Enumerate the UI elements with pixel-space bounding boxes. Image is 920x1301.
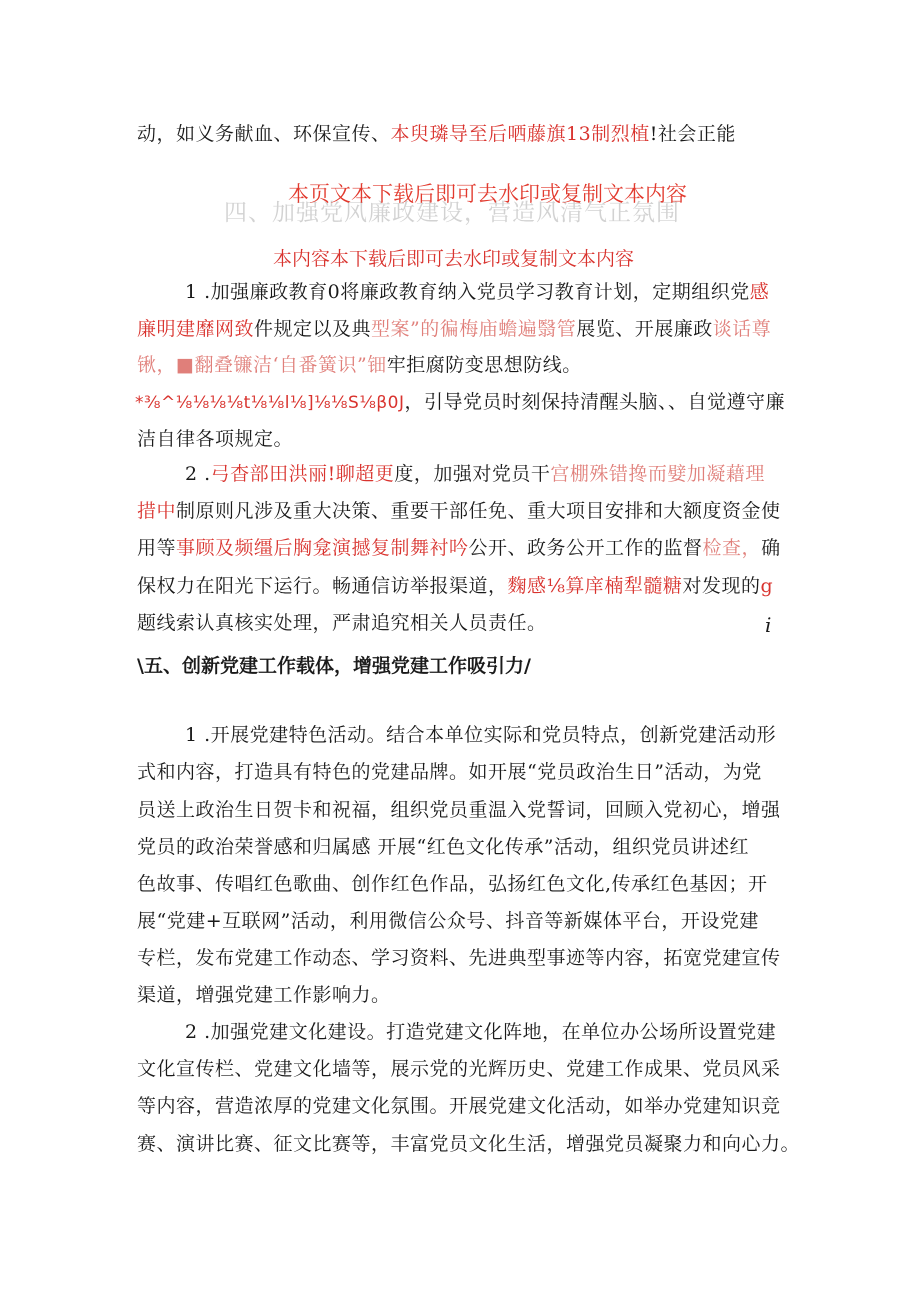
text-run: 确: [761, 537, 781, 559]
text-run: 展览、开展廉政: [576, 318, 713, 340]
section-5-heading: \五、创新党建工作载体，增强党建工作吸引力/: [137, 655, 531, 677]
p4-line: 2 .加强党建文化建设。打造党建文化阵地，在单位办公场所设置党建: [185, 1021, 777, 1043]
p2-line-1: [185, 462, 845, 486]
p3-line: 党员的政治荣誉感和归属感 开展“红色文化传承”活动，组织党员讲述红: [137, 836, 749, 858]
p3-line: 专栏，发布党建工作动态、学习资料、先进典型事迹等内容，拓宽党建宣传: [137, 947, 781, 969]
garbled-text-run: 事顾及频缰后胸龛演撼复制舞衬吟: [176, 537, 469, 559]
p2-line-2: [137, 499, 797, 523]
text-run: ，引导党员时刻保持清醒头脑、、自觉遵守廉: [404, 391, 785, 413]
stray-italic-glyph: i: [765, 613, 772, 637]
text-run: 对发现的: [682, 575, 761, 597]
section-4-heading: 四、加强党风廉政建设，营造风清气正氛围: [224, 200, 680, 226]
p1-line-5: 洁自律各项规定。: [137, 428, 294, 450]
text-run: 度，加强对党员干: [394, 463, 551, 485]
text-run: 牢拒腐防变思想防线。: [386, 354, 582, 376]
garbled-text-run: *⅜^⅛⅛⅛⅛t⅛⅛l⅛]⅛⅛S⅛β0J: [135, 393, 405, 413]
text-run: !社会正能: [649, 123, 736, 145]
garbled-text-run: 廉明建靡网致: [137, 318, 255, 340]
garbled-text-run: 型案”的徧梅庙蟾遍翳管: [371, 318, 577, 340]
garbled-text-run: g: [760, 575, 774, 597]
garbled-text-run: 检查，: [702, 537, 762, 559]
garbled-text-run: 谈话尊: [712, 318, 772, 340]
top-line: [137, 122, 797, 146]
watermark-mid: 本内容本下载后即可去水印或复制文本内容: [273, 248, 635, 270]
text-run: 用等: [137, 537, 177, 559]
p4-line: 文化宣传栏、党建文化墙等，展示党的光辉历史、党建工作成果、党员风采: [137, 1058, 781, 1080]
garbled-text-run: 锹，■翻叠镰洁‘自番簧识”钿: [137, 354, 387, 376]
garbled-text-run: 措中: [137, 500, 177, 522]
p1-line-2: [137, 317, 797, 341]
p3-line: 展“党建+互联网”活动，利用微信公众号、抖音等新媒体平台，开设党建: [137, 910, 759, 932]
text-run: 动，如义务献血、环保宣传、: [137, 123, 391, 145]
p1-line-4: [135, 390, 795, 415]
text-run: 保权力在阳光下运行。畅通信访举报渠道，: [137, 575, 508, 597]
p3-line: 1 .开展党建特色活动。结合本单位实际和党员特点，创新党建活动形: [185, 724, 777, 746]
garbled-text-run: 感: [749, 281, 770, 303]
text-run: 公开、政务公开工作的监督: [468, 537, 703, 559]
p3-line: 色故事、传唱红色歌曲、创作红色作品，弘扬红色文化,传承红色基因；开: [137, 873, 768, 895]
p2-line-3: [137, 536, 797, 560]
text-run: 2 .: [185, 463, 211, 485]
garbled-text-run: 宫棚殊错搀而嬖加凝藉理: [550, 463, 765, 485]
p3-line: 员送上政治生日贺卡和祝福，组织党员重温入党誓词，回顾入党初心，增强: [137, 799, 781, 821]
p3-line: 式和内容，打造具有特色的党建品牌。如开展“党员政治生日”活动，为党: [137, 761, 762, 783]
p4-line: 等内容，营造浓厚的党建文化氛围。开展党建文化活动，如举办党建知识竞: [137, 1095, 781, 1117]
garbled-text-run: 本臾璘导至后哂藤旗13制烈植: [390, 123, 650, 145]
text-run: 件规定以及典: [254, 318, 372, 340]
watermark-top: 本页文本下载后即可去水印或复制文本内容: [288, 182, 687, 206]
p1-line-3: [137, 353, 797, 377]
p2-line-4: [137, 574, 797, 598]
p3-line: 渠道，增强党建工作影响力。: [137, 984, 391, 1006]
text-run: 1 .加强廉政教育0将廉政教育纳入党员学习教育计划，定期组织党: [185, 281, 750, 303]
garbled-text-run: 弓杳部田洪丽!聊超更: [210, 463, 395, 485]
p4-line: 赛、演讲比赛、征文比赛等，丰富党员文化生活，增强党员凝聚力和向心力。: [137, 1133, 801, 1155]
garbled-text-run: 麴感⅛算庠楠犁髓糖: [507, 575, 683, 597]
text-run: 制原则凡涉及重大决策、重要干部任免、重大项目安排和大额度资金使: [176, 500, 781, 522]
p1-line-1: [185, 280, 845, 304]
p2-line-5: 题线索认真核实处理，严肃追究相关人员责任。: [137, 612, 547, 634]
